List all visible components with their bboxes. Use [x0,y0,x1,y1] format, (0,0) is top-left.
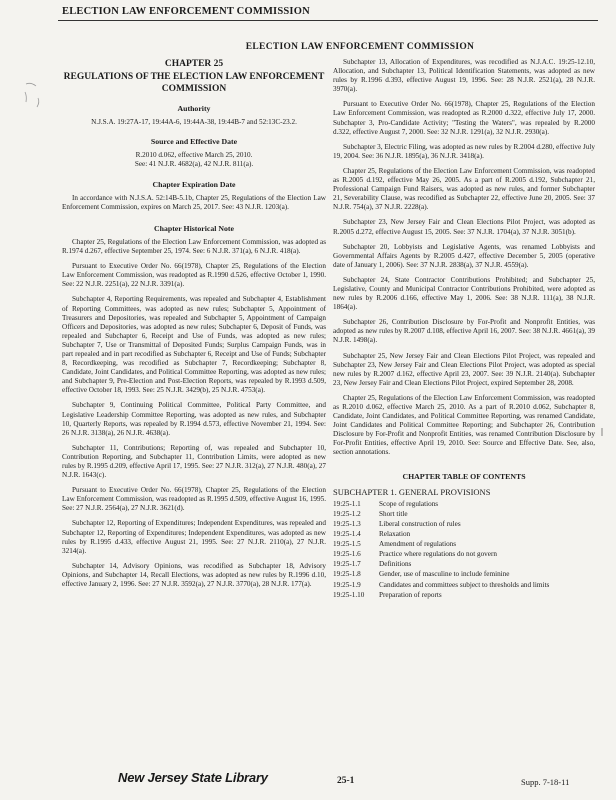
history-paragraph: Subchapter 20, Lobbyists and Legislative Agents, was renamed Lobbyists and Governmental Affairs Agents by R.2005 d.427, effective December 5, 2005 (operative date of January 1, 2006). See: 37 N.J.R. 2838(a), 37 N.J.R. 4559(a). [333,242,595,269]
history-paragraph: Subchapter 24, State Contractor Contributions Prohibited; and Subchapter 25, Legislative, County and Municipal Contractor Contributions Prohibited, were adopted as new rules by R.2006 d.166, effective May 1, 2006. See: 38 N.J.R. 111(a), 38 N.J.R. 1864(a). [333,275,595,312]
history-paragraph: Subchapter 23, New Jersey Fair and Clean Elections Pilot Project, was adopted as R.2005 d.272, effective August 15, 2005. See: 37 N.J.R. 1704(a), 37 N.J.R. 3051(b). [333,218,595,236]
toc-section-title: Short title [379,509,408,518]
toc-item[interactable] [333,591,595,600]
toc-section-number: 19:25-1.8 [333,570,361,579]
toc-item[interactable] [333,550,595,559]
toc-subchapter: SUBCHAPTER 1. GENERAL PROVISIONS [333,486,491,497]
source-text-2: See: 41 N.J.R. 4682(a), 42 N.J.R. 811(a). [134,160,254,169]
history-paragraph: Subchapter 14, Advisory Opinions, was recodified as Subchapter 18, Advisory Opinions, and Subchapter 14, Recall Elections, was adopted as new rules by R.1996 d.10, effective January 2, 1996. See: 27 N.J.R. 3592(a), 27 N.J.R. 3770(a), 28 N.J.R. 177(a). [62,561,326,589]
history-paragraph: Subchapter 26, Contribution Disclosure by For-Profit and Nonprofit Entities, was adopted as new rules by R.2007 d.108, effective April 16, 2007. See: 38 N.J.R. 4661(a), 39 N.J.R. 1498(a). [333,318,595,345]
right-column [333,58,595,601]
running-head: ELECTION LAW ENFORCEMENT COMMISSION [62,6,310,17]
authority-heading: Authority [177,104,211,114]
library-stamp: New Jersey State Library [118,770,268,785]
toc-item[interactable] [333,510,595,519]
toc-section-title: Candidates and committees subject to thresholds and limits [379,580,550,589]
authority-text: N.J.S.A. 19:27A-17, 19:44A-6, 19:44A-38, 19:44B-7 and 52:13C-23.2. [91,118,297,127]
toc-section-title: Preparation of reports [379,590,442,599]
toc-item[interactable] [333,540,595,549]
toc-section-title: Practice where regulations do not govern [379,550,497,559]
toc-section-number: 19:25-1.4 [333,530,361,539]
history-paragraph: Pursuant to Executive Order No. 66(1978), Chapter 25, Regulations of the Election Law Enforcement Commission, was readopted as R.1995 d.509, effective August 16, 1995. See: 27 N.J.R. 2564(a), 27 N.J.R. 3621(d). [62,486,326,513]
toc-section-title: Liberal construction of rules [379,519,461,528]
toc-section-number: 19:25-1.7 [333,560,361,569]
history-paragraph: Chapter 25, Regulations of the Election Law Enforcement Commission, was adopted as R.1974 d.267, effective September 25, 1974. See: 6 N.J.R. 371(a), 6 N.J.R. 418(a). [62,237,326,256]
toc-item[interactable] [333,560,595,569]
history-paragraph: Chapter 25, Regulations of the Election Law Enforcement Commission, was readopted as R.2010 d.062, effective March 25, 2010. As a part of R.2010 d.062, Subchapter 8, Candidate, Joint Candidates, and Political Committee Reporting, was renamed Candidate, Joint Candidates and Political Committee Reporting; and Subchapter 26, Contribution Disclosure by For-Profit and Nonprofit Entities, was renamed Contribution Disclosure by For-Profit Entities, effective April 19, 2010. See: Source and Effective Date. See, also, section annotations. [333,393,595,457]
history-paragraph: Pursuant to Executive Order No. 66(1978), Chapter 25, Regulations of the Election Law Enforcement Commission, was readopted as R.1990 d.526, effective October 1, 1990. See: 22 N.J.R. 2251(a), 22 N.J.R. 3391(a). [62,262,326,289]
toc-item[interactable] [333,500,595,509]
toc-section-number: 19:25-1.10 [333,590,365,599]
margin-tick-icon [600,428,604,436]
toc-section-title: Amendment of regulations [379,540,457,549]
history-paragraph: Subchapter 9, Continuing Political Committee, Political Party Committee, and Legislative Leadership Committee Reporting, was adopted as new rules, and Subchapter 10, Quarterly Reports, was repealed by R.1994 d.573, effective November 21, 1994. See: 26 N.J.R. 3138(a), 26 N.J.R. 4638(a). [62,401,326,437]
toc-list [333,500,595,600]
history-paragraph: Subchapter 3, Electric Filing, was adopted as new rules by R.2004 d.280, effective July 19, 2004. See: 36 N.J.R. 1895(a), 36 N.J.R. 3418(a). [333,142,595,160]
history-paragraph: Subchapter 25, New Jersey Fair and Clean Elections Pilot Project, was repealed and Subchapter 23, New Jersey Fair and Clean Elections Pilot Project, was adopted as special new rules by R.2007 d.162, effective April 23, 2007. See: 39 N.J.R. 2140(a). Subchapter 23, New Jersey Fair and Clean Elections Pilot Project, expired September 28, 2008. [333,351,595,387]
source-heading: Source and Effective Date [150,137,238,147]
history-paragraph: Subchapter 13, Allocation of Expenditures, was recodified as N.J.A.C. 19:25-12.10, Allocation, and Subchapter 13, Political Identification Statements, was adopted as new rules by R.1996 d.393, effective August 19, 1996. See: 28 N.J.R. 2521(a), 28 N.J.R. 3970(a). [333,58,595,94]
margin-mark-icon [22,80,44,110]
history-paragraph: Subchapter 11, Contributions; Reporting of, was repealed and Subchapter 10, Contribution Reporting, and Subchapter 11, Contribution Limits, were adopted as new rules by R.1995 d.209, effective April 17, 1995. See: 27 N.J.R. 312(a), 27 N.J.R. 480(a), 27 N.J.R. 1643(c). [62,443,326,480]
toc-section-number: 19:25-1.2 [333,509,361,518]
expiration-heading: Chapter Expiration Date [152,179,236,189]
toc-item[interactable] [333,530,595,539]
toc-item[interactable] [333,581,595,590]
toc-section-title: Definitions [379,560,412,569]
chapter-number: CHAPTER 25 [164,59,224,69]
history-paragraph: Subchapter 4, Reporting Requirements, was repealed and Subchapter 4, Establishment of Reporting Committees, was adopted as new rules; Subchapter 5, Appointment of Treasurers and Depositories, was repealed and Subchapter 5, Appointment of Campaign Officers and Depositories, was adopted as new rules; Subchapter 6, Deposit of Funds, was repealed and Subchapter 6, Receipt and Use of Funds, was adopted as new rules; Subchapter 7, Use or Transmittal of Deposited Funds; Surplus Campaign Funds, was in part repealed and in part recodified as Subchapter 6, Receipt and Use of Funds; Subchapter 8, Recordkeeping, was recodified as Subchapter 7, Recordkeeping; Subchapter 8, Candidate, Joint Candidates, and Political Committee Reporting, was adopted as new rules; and Subchapter 9, Pre-Election and Post-Election Reports, was repealed by R.1993 d.509, effective October 18, 1993. See: 25 N.J.R. 3429(b), 25 N.J.R. 4753(a). [62,295,326,395]
toc-section-number: 19:25-1.5 [333,540,361,549]
toc-section-number: 19:25-1.9 [333,580,361,589]
toc-heading: CHAPTER TABLE OF CONTENTS [402,471,526,481]
toc-section-number: 19:25-1.3 [333,519,361,528]
expiration-text: In accordance with N.J.S.A. 52:14B-5.1b, Chapter 25, Regulations of the Election Law Enforcement Commission, expires on March 25, 2017. See: 43 N.J.R. 1203(a). [62,193,326,211]
history-paragraph: Subchapter 12, Reporting of Expenditures; Independent Expenditures, was repealed and Subchapter 12, Reporting of Expenditures; Independent Expenditures, was adopted as new rules by R.1995 d.433, effective August 21, 1995. See: 27 N.J.R. 2110(a), 27 N.J.R. 3214(a). [62,519,326,555]
header-rule [58,20,598,21]
toc-section-title: Scope of regulations [379,499,439,508]
history-paragraph: Pursuant to Executive Order No. 66(1978), Chapter 25, Regulations of the Election Law Enforcement Commission, was readopted as R.2000 d.322, effective July 17, 2000. Subchapter 3, Pro-Candidate Activity; "Testing the Waters", was repealed by R.2000 d.322, effective August 7, 2000. See: 32 N.J.R. 1291(a), 32 N.J.R. 2930(a). [333,100,595,136]
source-text-1: R.2010 d.062, effective March 25, 2010. [135,151,253,160]
page-title: ELECTION LAW ENFORCEMENT COMMISSION [245,42,475,52]
page-number: 25-1 [337,776,355,786]
toc-section-number: 19:25-1.1 [333,499,361,508]
history-paragraph: Chapter 25, Regulations of the Election Law Enforcement Commission, was readopted as R.2005 d.192, effective May 26, 2005. As a part of R.2005 d.192, Subchapter 21, Professional Campaign Fund Raisers, was adopted as new rules, and former Subchapter 21, Severability Clause, was recodified as Subchapter 22, effective June 20, 2005. See: 37 N.J.R. 754(a), 37 N.J.R. 2228(a). [333,166,595,212]
toc-section-title: Gender, use of masculine to include feminine [379,570,510,579]
toc-section-title: Relaxation [379,530,411,539]
history-heading: Chapter Historical Note [154,223,234,233]
chapter-title: REGULATIONS OF THE ELECTION LAW ENFORCEMENT COMMISSION [63,72,325,95]
toc-item[interactable] [333,570,595,579]
toc-section-number: 19:25-1.6 [333,550,361,559]
left-column [62,58,326,595]
supplement-date: Supp. 7-18-11 [521,777,570,787]
toc-item[interactable] [333,520,595,529]
